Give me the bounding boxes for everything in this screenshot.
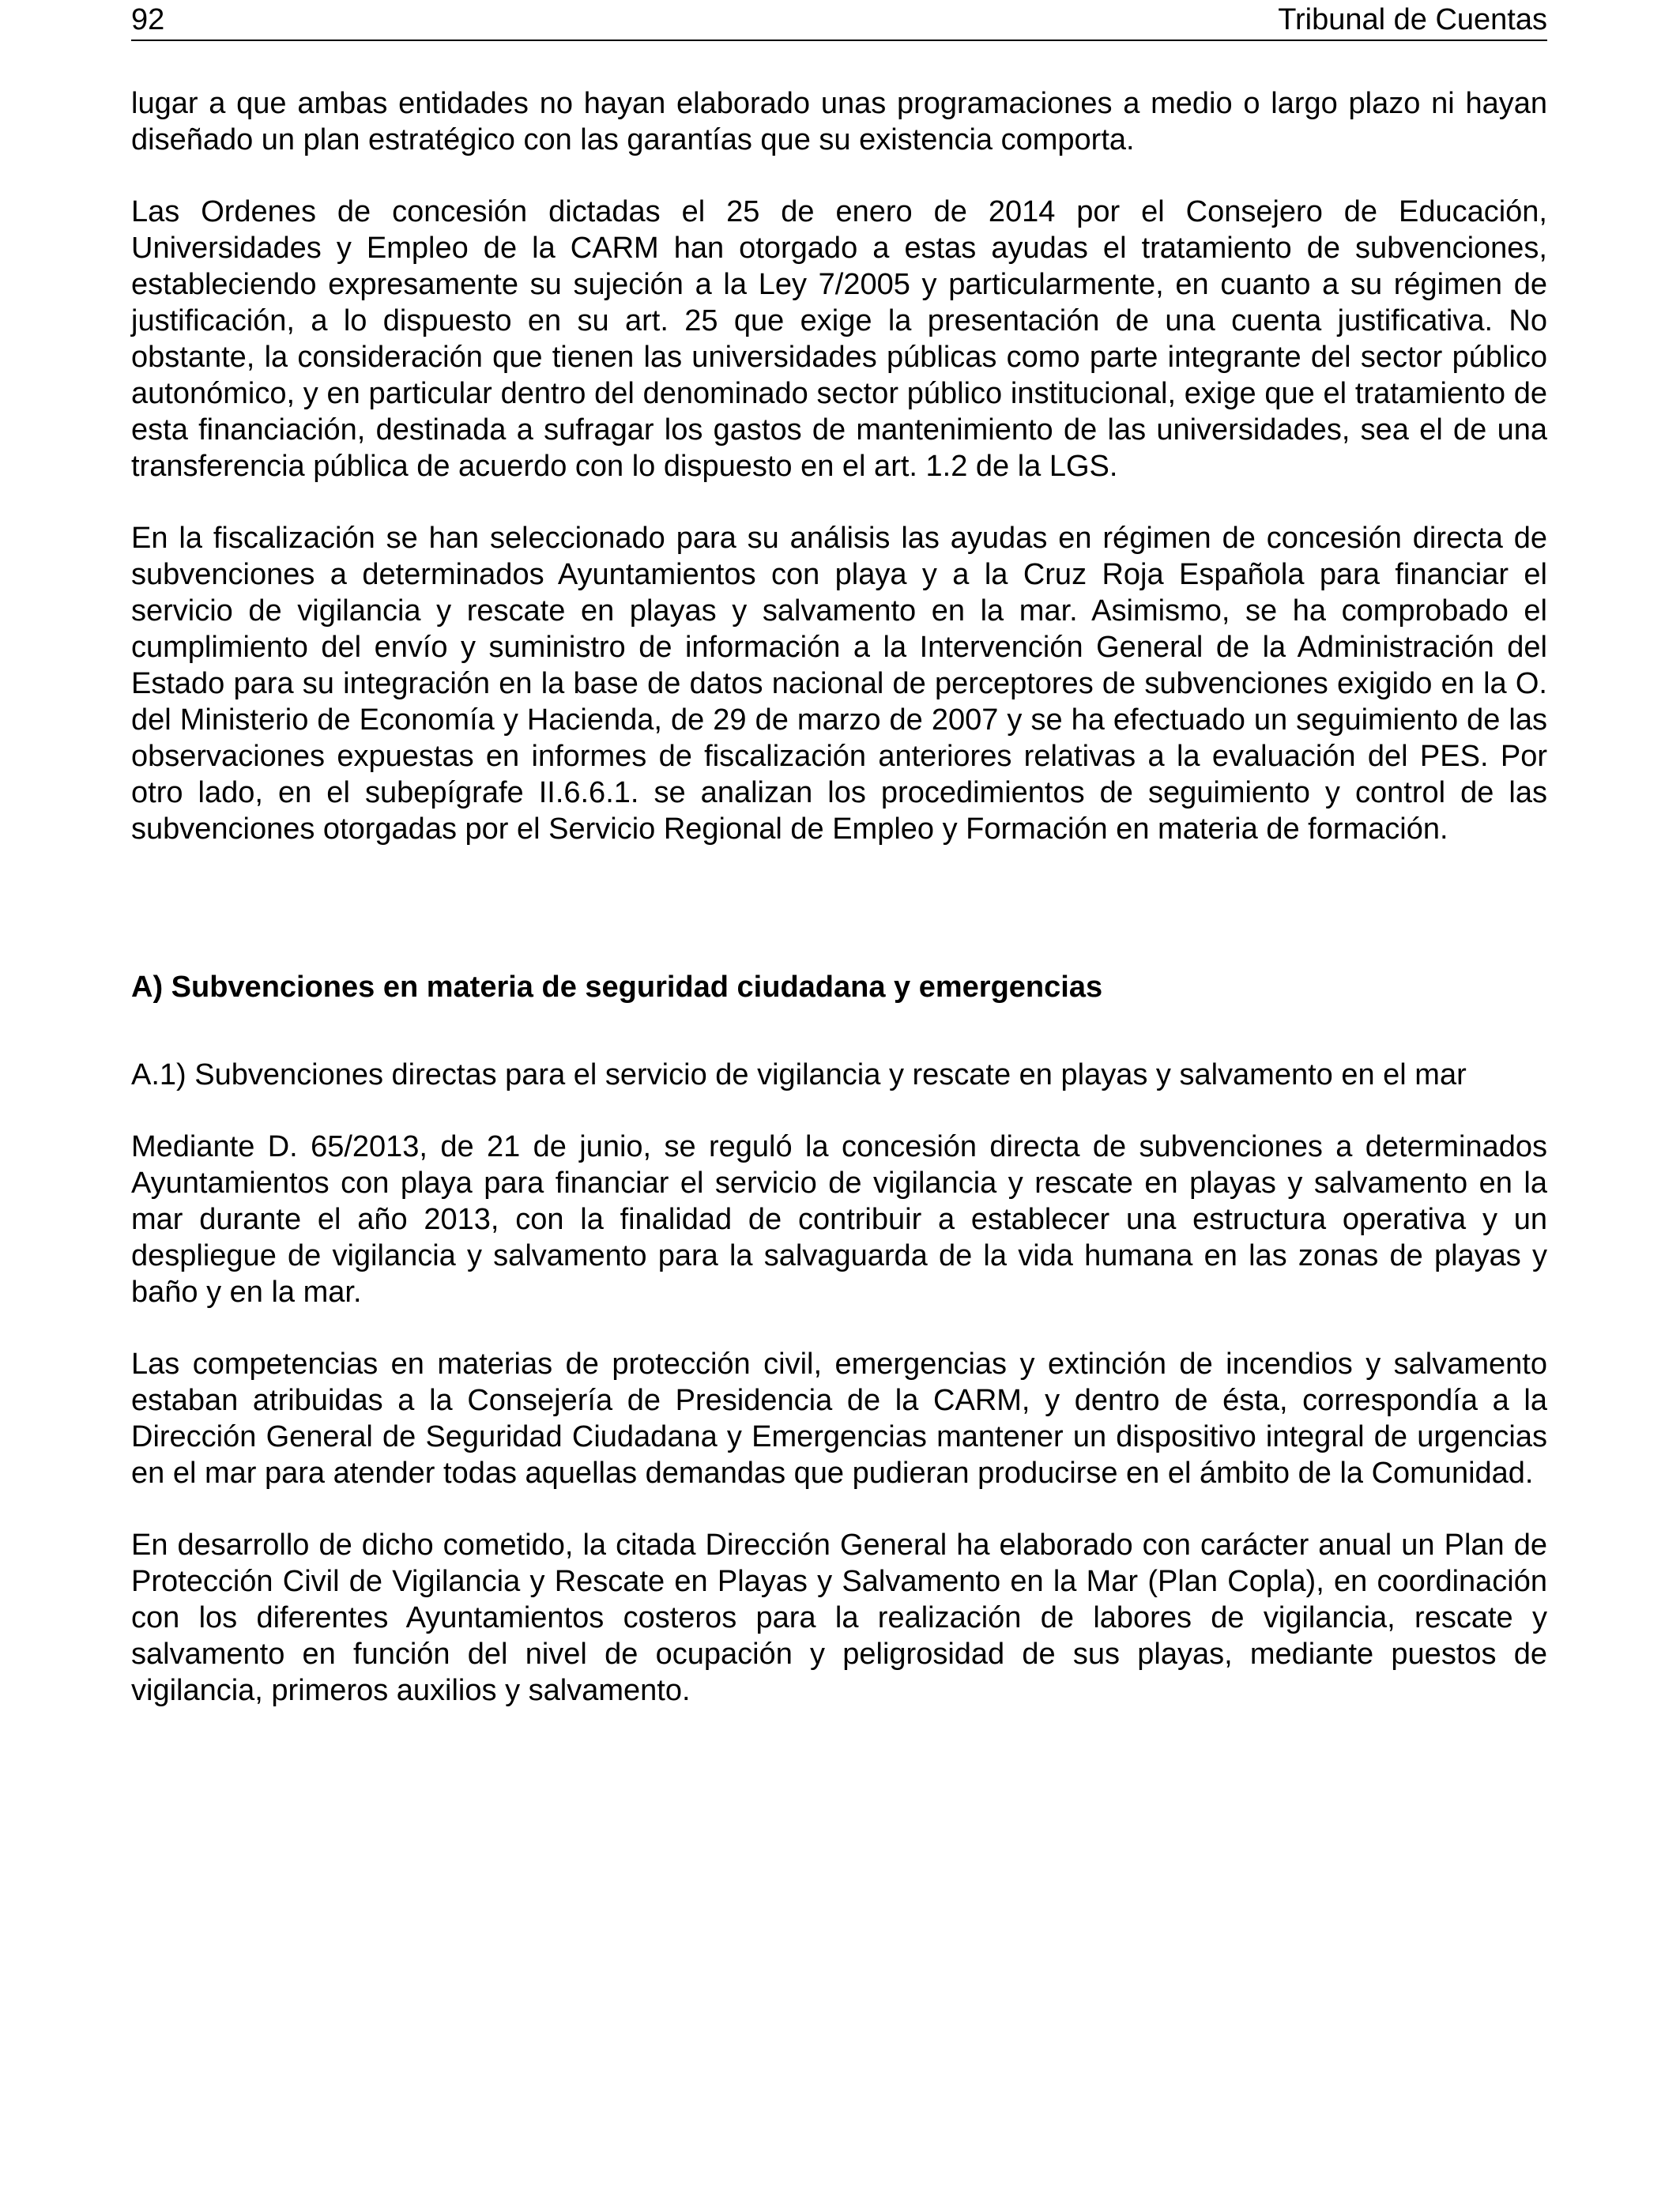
paragraph: Mediante D. 65/2013, de 21 de junio, se reguló la concesión directa de subvenciones a determinados Ayuntamientos con playa para financiar el servicio de vigilancia y rescate en playas y salvamento en la mar durante el año 2013, con la finalidad de contribuir a establecer una estructura operativa y un despliegue de vigilancia y salvamento para la salvaguarda de la vida humana en las zonas de playas y baño y en la mar.	[131, 1130, 1547, 1309]
paragraph: Las Ordenes de concesión dictadas el 25 de enero de 2014 por el Consejero de Educación, Universidades y Empleo de la CARM han otorgado a estas ayudas el tratamiento de subvenciones, estableciendo expresamente su sujeción a la Ley 7/2005 y particularmente, en cuanto a su régimen de justificación, a lo dispuesto en su art. 25 que exige la presentación de una cuenta justificativa. No obstante, la consideración que tienen las universidades públicas como parte integrante del sector público autonómico, y en particular dentro del denominado sector público institucional, exige que el tratamiento de esta financiación, destinada a sufragar los gastos de mantenimiento de las universidades, sea el de una transferencia pública de acuerdo con lo dispuesto en el art. 1.2 de la LGS.	[131, 195, 1547, 483]
running-title: Tribunal de Cuentas	[1278, 3, 1547, 36]
paragraph: Las competencias en materias de protección civil, emergencias y extinción de incendios y salvamento estaban atribuidas a la Consejería de Presidencia de la CARM, y dentro de ésta, correspondía a la Dirección General de Seguridad Ciudadana y Emergencias mantener un dispositivo integral de urgencias en el mar para atender todas aquellas demandas que pudieran producirse en el ámbito de la Comunidad.	[131, 1348, 1547, 1490]
page-number: 92	[131, 3, 165, 36]
document-body	[131, 85, 1547, 1709]
paragraph: lugar a que ambas entidades no hayan elaborado unas programaciones a medio o largo plazo ni hayan diseñado un plan estratégico con las garantías que su existencia comporta.	[131, 87, 1547, 156]
paragraph: En desarrollo de dicho cometido, la citada Dirección General ha elaborado con carácter anual un Plan de Protección Civil de Vigilancia y Rescate en Playas y Salvamento en la Mar (Plan Copla), en coordinación con los diferentes Ayuntamientos costeros para la realización de labores de vigilancia, rescate y salvamento en función del nivel de ocupación y peligrosidad de sus playas, mediante puestos de vigilancia, primeros auxilios y salvamento.	[131, 1529, 1547, 1707]
page-header	[131, 0, 1547, 41]
section-heading: A) Subvenciones en materia de seguridad ciudadana y emergencias	[131, 971, 1103, 1004]
paragraph: En la fiscalización se han seleccionado para su análisis las ayudas en régimen de concesión directa de subvenciones a determinados Ayuntamientos con playa y a la Cruz Roja Española para financiar el servicio de vigilancia y rescate en playas y salvamento en la mar. Asimismo, se ha comprobado el cumplimiento del envío y suministro de información a la Intervención General de la Administración del Estado para su integración en la base de datos nacional de perceptores de subvenciones exigido en la O. del Ministerio de Economía y Hacienda, de 29 de marzo de 2007 y se ha efectuado un seguimiento de las observaciones expuestas en informes de fiscalización anteriores relativas a la evaluación del PES. Por otro lado, en el subepígrafe II.6.6.1. se analizan los procedimientos de seguimiento y control de las subvenciones otorgadas por el Servicio Regional de Empleo y Formación en materia de formación.	[131, 522, 1547, 846]
subsection-heading: A.1) Subvenciones directas para el servicio de vigilancia y rescate en playas y salvamento en el mar	[131, 1058, 1467, 1091]
